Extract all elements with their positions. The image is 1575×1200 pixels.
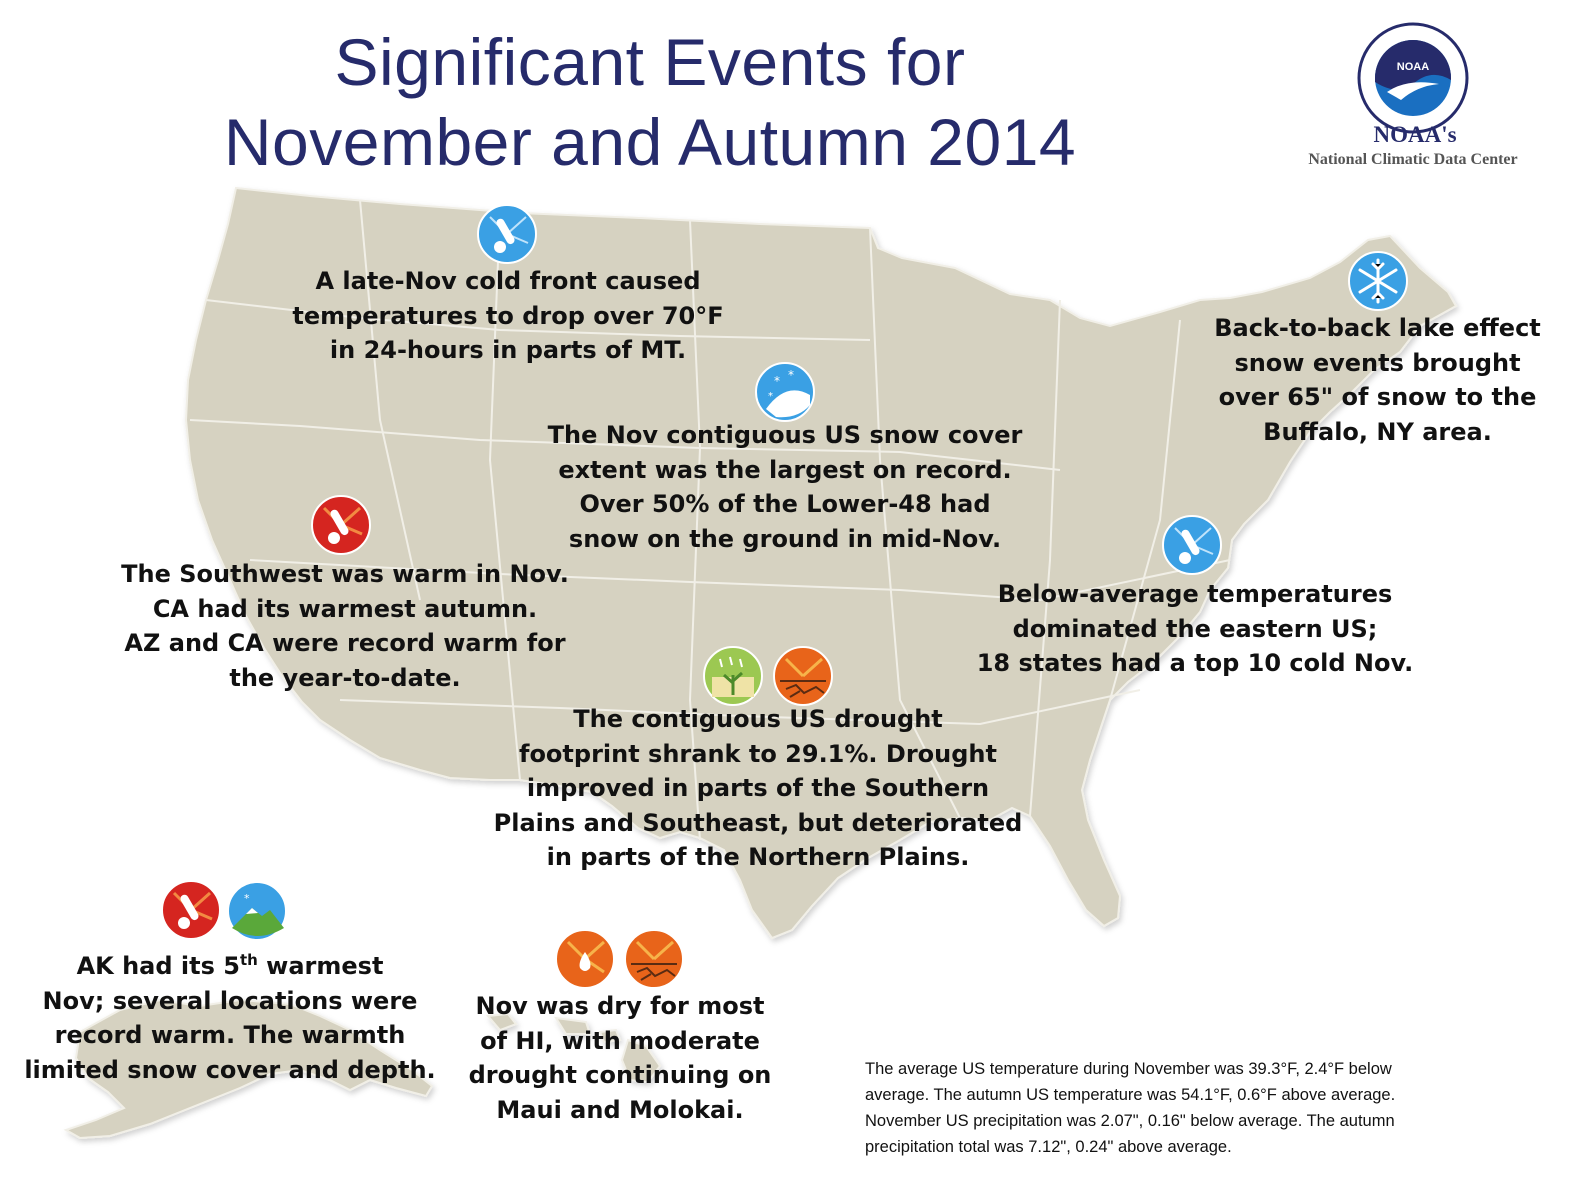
ncdc-name: National Climatic Data Center: [1308, 151, 1518, 168]
svg-text:*: *: [774, 374, 780, 388]
cold-thermometer-icon: [476, 203, 538, 265]
event-drought: [488, 702, 1028, 875]
event-line: Maui and Molokai.: [496, 1095, 744, 1124]
event-line: Nov was dry for most: [475, 992, 765, 1020]
event-line-1: AK had its 5th warmest: [76, 951, 384, 980]
event-line: snow events brought: [1234, 348, 1521, 377]
title-line-1: Significant Events for: [334, 25, 966, 99]
snow-cover-icon: [754, 361, 816, 423]
event-eastern-cold: [970, 577, 1420, 681]
event-alaska: [20, 943, 440, 1087]
event-line: 18 states had a top 10 cold Nov.: [976, 649, 1414, 677]
event-southwest-warm: [110, 557, 580, 695]
event-line: CA had its warmest autumn.: [152, 594, 538, 623]
summary-line: The average US temperature during November was 39.3°F, 2.4°F below: [865, 1060, 1392, 1078]
event-line: snow on the ground in mid-Nov.: [568, 524, 1002, 553]
drought-icon: [772, 645, 834, 707]
event-line: drought continuing on: [468, 1061, 772, 1089]
event-line: Nov; several locations were: [42, 986, 418, 1015]
warm-thermometer-icon: [310, 494, 372, 556]
warm-thermometer-icon-alaska: [160, 879, 222, 941]
event-line: Over 50% of the Lower-48 had: [579, 490, 991, 518]
event-line: in parts of the Northern Plains.: [546, 843, 970, 871]
event-line: AZ and CA were record warm for: [124, 629, 566, 657]
event-line: Buffalo, NY area.: [1263, 417, 1492, 446]
event-line: Plains and Southeast, but deteriorated: [493, 808, 1023, 837]
summary-text: [865, 1056, 1545, 1160]
snowflake-icon: [1347, 250, 1409, 312]
snow-mountain-icon: [226, 880, 288, 942]
summary-line: average. The autumn US temperature was 54.1°F, 0.6°F above average.: [865, 1086, 1396, 1104]
event-line: extent was the largest on record.: [558, 455, 1012, 484]
event-line: in 24-hours in parts of MT.: [329, 336, 687, 364]
event-line: The contiguous US drought: [573, 705, 943, 733]
event-line: temperatures to drop over 70°F: [292, 301, 724, 330]
svg-text:*: *: [768, 391, 773, 402]
event-line: improved in parts of the Southern: [526, 774, 990, 802]
event-snow-cover: [540, 418, 1030, 556]
drought-improvement-icon: [702, 645, 764, 707]
event-line: The Southwest was warm in Nov.: [121, 560, 569, 588]
event-line: over 65" of snow to the: [1218, 383, 1537, 411]
drought-icon-hawaii: [623, 928, 685, 990]
event-line: of HI, with moderate: [480, 1026, 760, 1055]
event-line: limited snow cover and depth.: [24, 1055, 436, 1084]
svg-text:NOAA: NOAA: [1396, 61, 1430, 73]
event-line: the year-to-date.: [229, 663, 461, 692]
cold-thermometer-icon-east: [1161, 514, 1223, 576]
title-line-2: November and Autumn 2014: [223, 105, 1077, 179]
event-line: Below-average temperatures: [997, 580, 1393, 608]
summary-line: precipitation total was 7.12", 0.24" above average.: [865, 1138, 1232, 1156]
svg-text:*: *: [788, 368, 794, 382]
event-line: A late-Nov cold front caused: [315, 267, 701, 295]
dry-icon: [554, 928, 616, 990]
page-title: [140, 22, 1160, 182]
event-buffalo-snow: [1205, 311, 1550, 449]
event-hawaii: [460, 989, 780, 1127]
event-line: record warm. The warmth: [54, 1021, 406, 1049]
event-montana-cold-front: [268, 264, 748, 368]
event-line: dominated the eastern US;: [1012, 614, 1378, 643]
event-line: footprint shrank to 29.1%. Drought: [519, 739, 997, 768]
noaa-logo-icon: [1357, 22, 1469, 134]
event-line: The Nov contiguous US snow cover: [547, 421, 1023, 449]
noaa-name: NOAA's: [1373, 122, 1457, 147]
summary-line: November US precipitation was 2.07", 0.16" below average. The autumn: [865, 1112, 1395, 1130]
event-line: Back-to-back lake effect: [1214, 314, 1541, 342]
svg-text:*: *: [244, 892, 250, 905]
